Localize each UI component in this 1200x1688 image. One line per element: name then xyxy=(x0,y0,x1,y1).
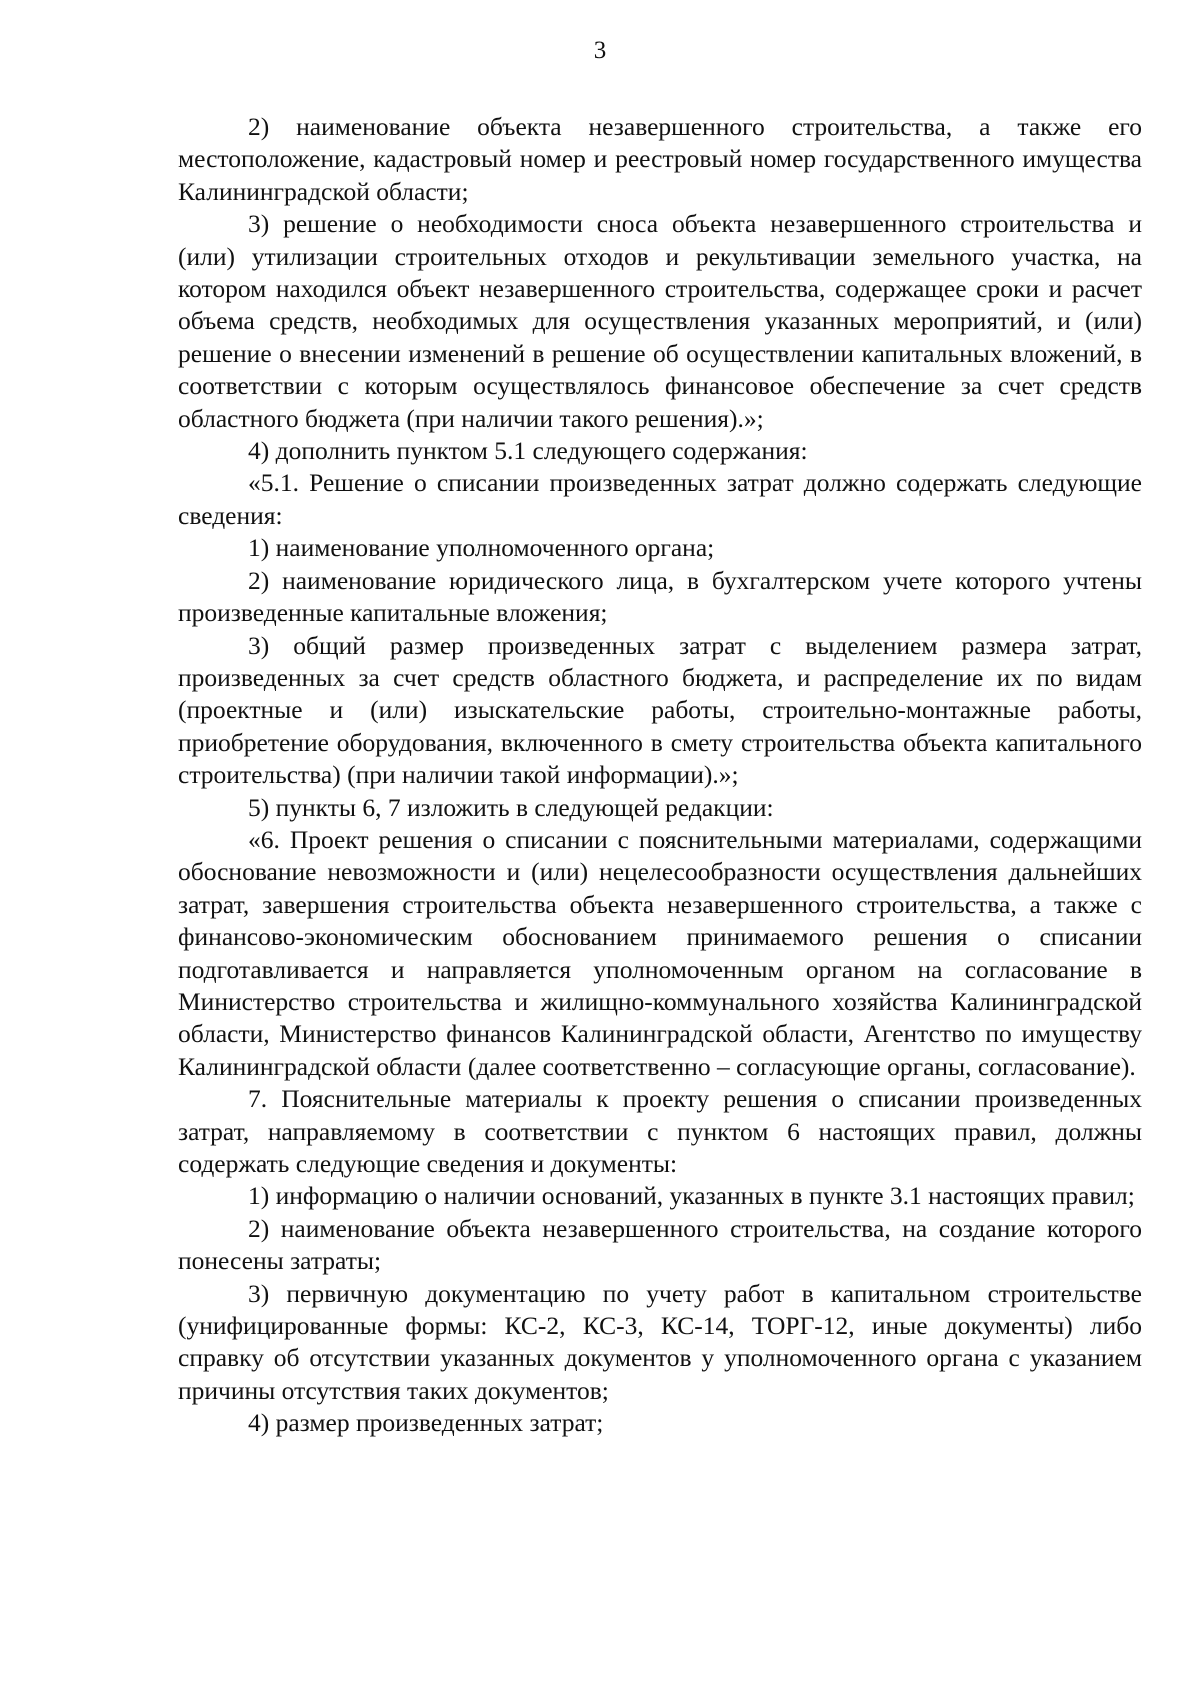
paragraph-item-1-grounds-info: 1) информацию о наличии оснований, указанных в пункте 3.1 настоящих правил; xyxy=(248,1181,1135,1211)
paragraph-item-2-object-name: 2) наименование объекта незавершенного строительства, а также его местоположение, кадастровый номер и реестровый номер государственного имущества Калининградской области; xyxy=(178,112,1142,206)
paragraph-item-1-authority-name: 1) наименование уполномоченного органа; xyxy=(248,533,715,563)
paragraph-amendment-5: 5) пункты 6, 7 изложить в следующей редакции: xyxy=(248,792,774,822)
paragraph-item-2-unfinished-object: 2) наименование объекта незавершенного строительства, на создание которого понесены затраты; xyxy=(178,1213,1142,1276)
paragraph-item-3-total-costs: 3) общий размер произведенных затрат с выделением размера затрат, произведенных за счет средств областного бюджета, и распределение их по видам (проектные и (или) изыскательские работы, строительно-монтажные работы, приобретение оборудования, включенного в смету строительства объекта капитального строительства) (при наличии такой информации).»; xyxy=(178,630,1142,790)
paragraph-clause-6: «6. Проект решения о списании с пояснительными материалами, содержащими обоснование невозможности и (или) нецелесообразности осуществления дальнейших затрат, завершения строительства объекта незавершенного строительства, а также с финансово-экономическим обоснованием принимаемого решения о списании подготавливается и направляется уполномоченным органом на согласование в Министерство строительства и жилищно-коммунального хозяйства Калининградской области, Министерство финансов Калининградской области, Агентство по имуществу Калининградской области (далее соответственно – согласующие органы, согласование). xyxy=(178,824,1142,1081)
paragraph-item-4-costs-amount: 4) размер произведенных затрат; xyxy=(248,1408,604,1438)
paragraph-item-3-demolition-decision: 3) решение о необходимости сноса объекта незавершенного строительства и (или) утилизации строительных отходов и рекультивации земельного участка, на котором находился объект незавершенного строительства, содержащее сроки и расчет объема средств, необходимых для осуществления указанных мероприятий, и (или) решение о внесении изменений в решение об осуществлении капитальных вложений, в соответствии с которым осуществлялось финансовое обеспечение за счет средств областного бюджета (при наличии такого решения).»; xyxy=(178,209,1142,433)
paragraph-clause-5-1: «5.1. Решение о списании произведенных затрат должно содержать следующие сведения: xyxy=(178,468,1142,530)
document-body xyxy=(178,111,1142,1440)
paragraph-amendment-4: 4) дополнить пунктом 5.1 следующего содержания: xyxy=(248,436,808,466)
paragraph-item-3-primary-documentation: 3) первичную документацию по учету работ в капитальном строительстве (унифицированные формы: КС-2, КС-3, КС-14, ТОРГ-12, иные документы) либо справку об отсутствии указанных документов у уполномоченного органа с указанием причины отсутствия таких документов; xyxy=(178,1278,1142,1405)
paragraph-item-2-legal-entity: 2) наименование юридического лица, в бухгалтерском учете которого учтены произведенные капитальные вложения; xyxy=(178,565,1142,628)
paragraph-clause-7: 7. Пояснительные материалы к проекту решения о списании произведенных затрат, направляемому в соответствии с пунктом 6 настоящих правил, должны содержать следующие сведения и документы: xyxy=(178,1084,1142,1178)
page-number: 3 xyxy=(593,37,607,64)
